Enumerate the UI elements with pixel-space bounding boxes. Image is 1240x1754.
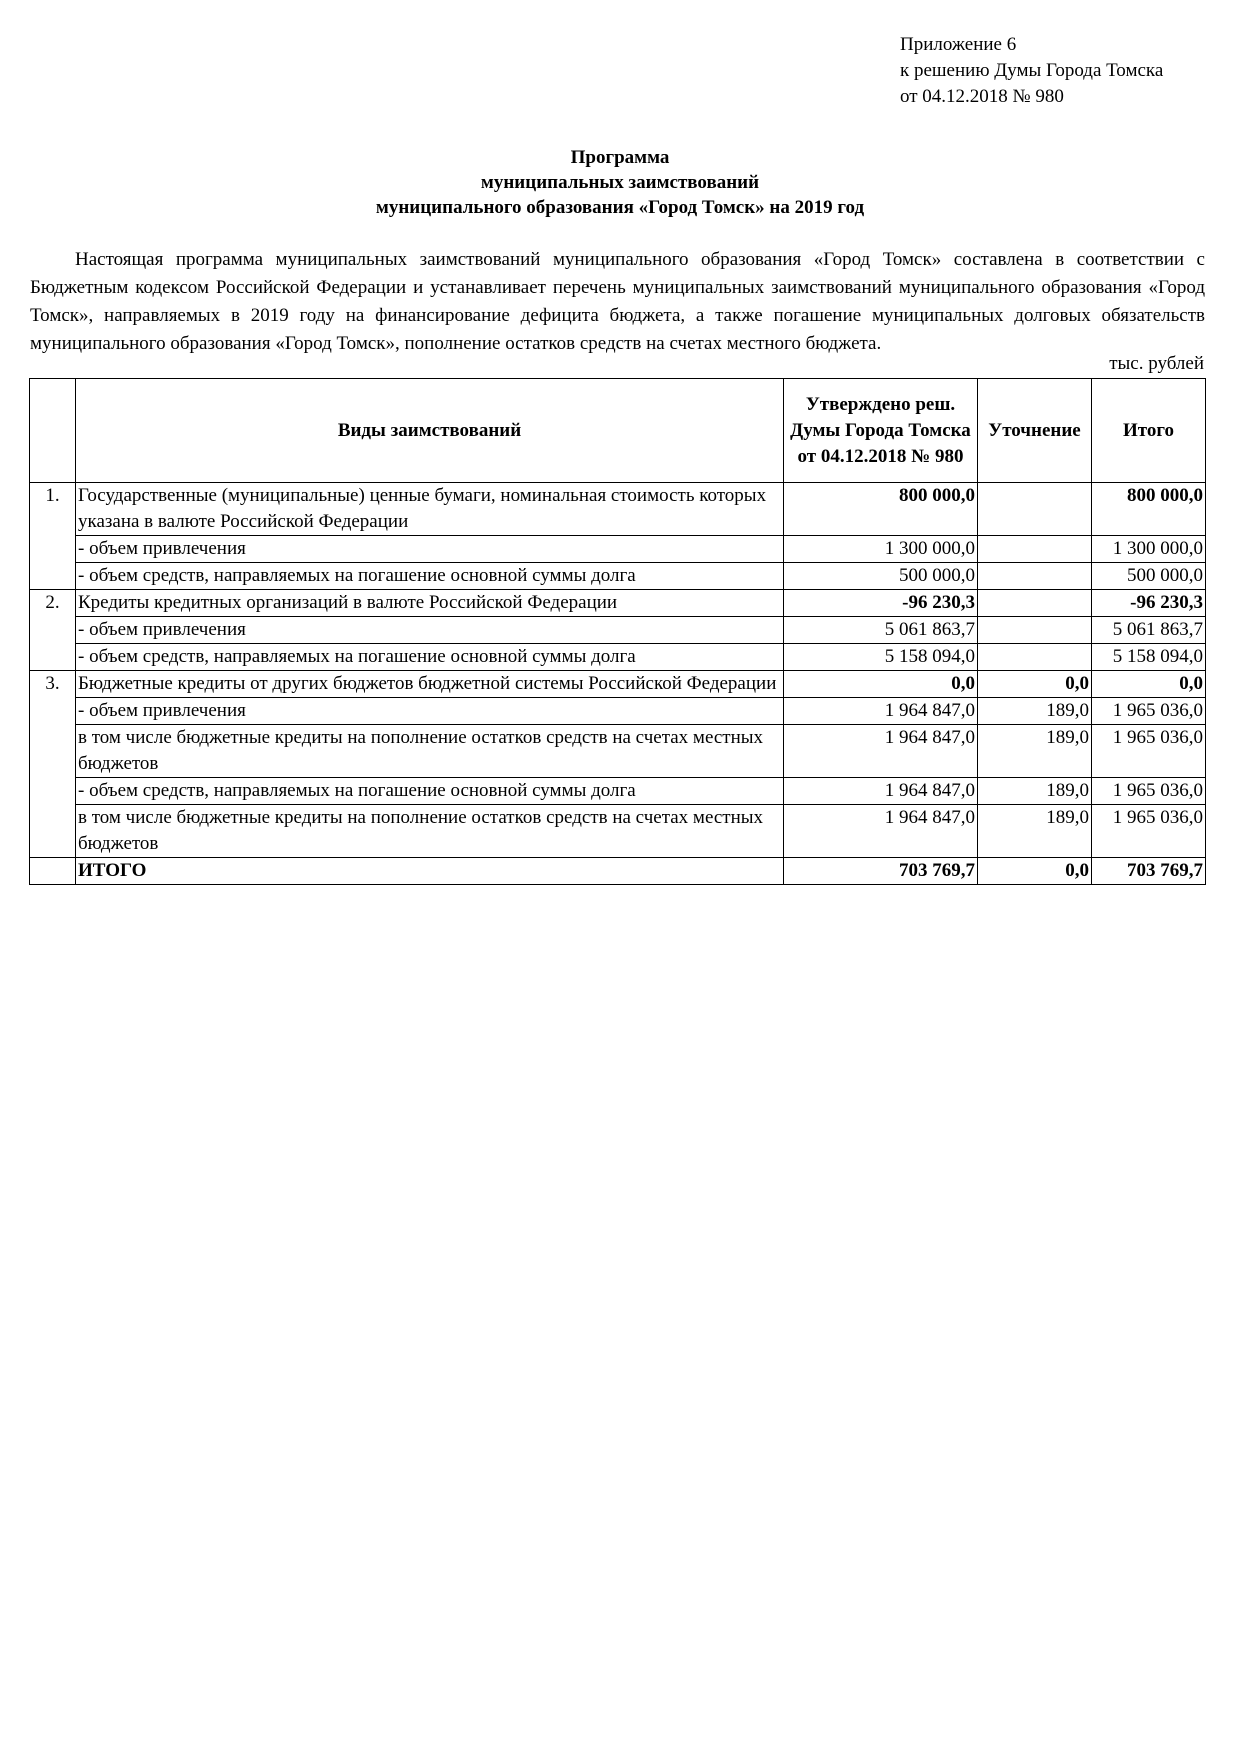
appendix-header xyxy=(900,32,1163,110)
header-number xyxy=(30,379,76,483)
table-row xyxy=(30,725,1206,778)
row-approved: 1 964 847,0 xyxy=(784,698,978,725)
row-clarification: 189,0 xyxy=(978,725,1092,778)
row-approved: 1 964 847,0 xyxy=(784,805,978,858)
row-total: 1 965 036,0 xyxy=(1092,805,1206,858)
row-name: - объем средств, направляемых на погашение основной суммы долга xyxy=(76,563,784,590)
table-row xyxy=(30,483,1206,536)
borrowing-table xyxy=(29,378,1206,885)
row-clarification xyxy=(978,617,1092,644)
row-clarification xyxy=(978,536,1092,563)
table-row xyxy=(30,536,1206,563)
total-total: 703 769,7 xyxy=(1092,858,1206,885)
row-total: 800 000,0 xyxy=(1092,483,1206,536)
row-name: - объем привлечения xyxy=(76,617,784,644)
row-number: 2. xyxy=(30,590,76,617)
row-approved: 1 300 000,0 xyxy=(784,536,978,563)
row-number: 1. xyxy=(30,483,76,536)
header-type: Виды заимствований xyxy=(76,379,784,483)
row-name: - объем средств, направляемых на погашение основной суммы долга xyxy=(76,644,784,671)
total-label: ИТОГО xyxy=(76,858,784,885)
intro-paragraph: Настоящая программа муниципальных заимствований муниципального образования «Город Томск» составлена в соответствии с Бюджетным кодексом Российской Федерации и устанавливает перечень муниципальных заимствований муниципального образования «Город Томск», направляемых в 2019 году на финансирование дефицита бюджета, а также погашение муниципальных долговых обязательств муниципального образования «Город Томск», пополнение остатков средств на счетах местного бюджета. xyxy=(30,249,1205,354)
appendix-number: Приложение 6 xyxy=(900,34,1017,55)
row-name: Бюджетные кредиты от других бюджетов бюджетной системы Российской Федерации xyxy=(76,671,784,698)
row-total: 500 000,0 xyxy=(1092,563,1206,590)
table-row xyxy=(30,778,1206,805)
row-approved: -96 230,3 xyxy=(784,590,978,617)
header-total: Итого xyxy=(1092,379,1206,483)
table-row xyxy=(30,671,1206,698)
table-row xyxy=(30,563,1206,590)
row-total: 1 300 000,0 xyxy=(1092,536,1206,563)
row-approved: 1 964 847,0 xyxy=(784,725,978,778)
row-number: 3. xyxy=(30,671,76,698)
row-approved: 0,0 xyxy=(784,671,978,698)
row-total: 1 965 036,0 xyxy=(1092,778,1206,805)
total-clarification: 0,0 xyxy=(978,858,1092,885)
table-row xyxy=(30,698,1206,725)
row-total: 0,0 xyxy=(1092,671,1206,698)
row-approved: 800 000,0 xyxy=(784,483,978,536)
table-header-row xyxy=(30,379,1206,483)
row-approved: 5 158 094,0 xyxy=(784,644,978,671)
row-clarification: 189,0 xyxy=(978,778,1092,805)
row-clarification: 0,0 xyxy=(978,671,1092,698)
total-approved: 703 769,7 xyxy=(784,858,978,885)
row-total: -96 230,3 xyxy=(1092,590,1206,617)
row-approved: 500 000,0 xyxy=(784,563,978,590)
units-label: тыс. рублей xyxy=(1109,353,1204,374)
table-row xyxy=(30,617,1206,644)
row-name: в том числе бюджетные кредиты на пополнение остатков средств на счетах местных бюджетов xyxy=(76,805,784,858)
appendix-date: от 04.12.2018 № 980 xyxy=(900,86,1064,107)
appendix-decision: к решению Думы Города Томска xyxy=(900,60,1164,81)
header-clarification: Уточнение xyxy=(978,379,1092,483)
row-name: - объем привлечения xyxy=(76,536,784,563)
title-line-3: муниципального образования «Город Томск» на 2019 год xyxy=(375,197,865,218)
row-total: 5 158 094,0 xyxy=(1092,644,1206,671)
row-name: - объем привлечения xyxy=(76,698,784,725)
row-name: в том числе бюджетные кредиты на пополнение остатков средств на счетах местных бюджетов xyxy=(76,725,784,778)
table-total-row xyxy=(30,858,1206,885)
row-clarification: 189,0 xyxy=(978,805,1092,858)
table-row xyxy=(30,590,1206,617)
row-clarification xyxy=(978,483,1092,536)
row-approved: 1 964 847,0 xyxy=(784,778,978,805)
row-total: 5 061 863,7 xyxy=(1092,617,1206,644)
header-approved: Утверждено реш. Думы Города Томска от 04.12.2018 № 980 xyxy=(784,379,978,483)
table-row xyxy=(30,644,1206,671)
row-name: Кредиты кредитных организаций в валюте Российской Федерации xyxy=(76,590,784,617)
row-total: 1 965 036,0 xyxy=(1092,725,1206,778)
row-clarification xyxy=(978,590,1092,617)
title-line-1: Программа xyxy=(570,147,670,168)
row-name: Государственные (муниципальные) ценные бумаги, номинальная стоимость которых указана в валюте Российской Федерации xyxy=(76,483,784,536)
row-total: 1 965 036,0 xyxy=(1092,698,1206,725)
title-line-2: муниципальных заимствований xyxy=(480,172,760,193)
row-name: - объем средств, направляемых на погашение основной суммы долга xyxy=(76,778,784,805)
document-title xyxy=(0,145,1240,220)
row-approved: 5 061 863,7 xyxy=(784,617,978,644)
row-clarification xyxy=(978,563,1092,590)
row-clarification xyxy=(978,644,1092,671)
table-row xyxy=(30,805,1206,858)
row-clarification: 189,0 xyxy=(978,698,1092,725)
